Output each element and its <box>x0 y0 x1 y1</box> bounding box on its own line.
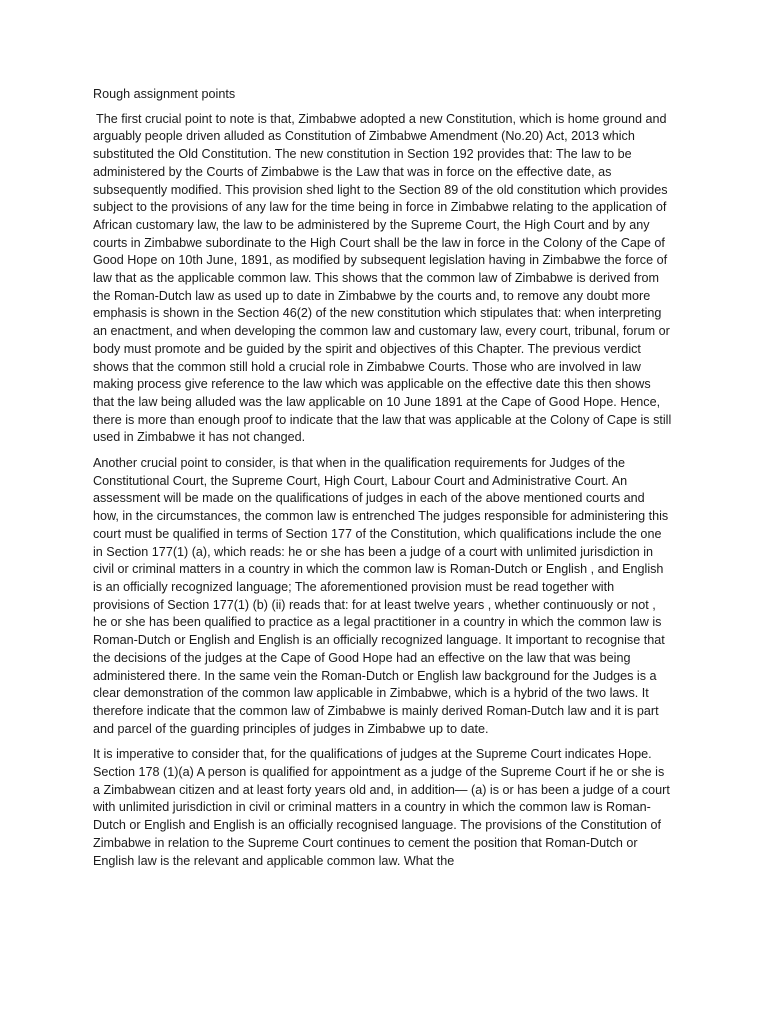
paragraph-supreme-court: It is imperative to consider that, for the qualifications of judges at the Supreme Court indicates Hope. Section 178 (1)(a) A person is qualified for appointment as a judge of the Supreme Court if he or she is a Zimbabwean citizen and at least forty years old and, in addition— (a) is or has been a judge of a court with unlimited jurisdiction in civil or criminal matters in a country in which the common law is Roman-Dutch or English and English is an officially recognised language. The provisions of the Constitution of Zimbabwe in relation to the Supreme Court continues to cement the position that Roman-Dutch or English law is the relevant and applicable common law. What the <box>93 747 670 868</box>
paragraph-constitution: The first crucial point to note is that, Zimbabwe adopted a new Constitution, which is home ground and arguably people driven alluded as Constitution of Zimbabwe Amendment (No.20) Act, 2013 which substituted the Old Constitution. The new constitution in Section 192 provides that: The law to be administered by the Courts of Zimbabwe is the Law that was in force on the effective date, as subsequently modified. This provision shed light to the Section 89 of the old constitution which provides subject to the provisions of any law for the time being in force in Zimbabwe relating to the application of African customary law, the law to be administered by the Supreme Court, the High Court and by any courts in Zimbabwe subordinate to the High Court shall be the law in force in the Colony of the Cape of Good Hope on 10th June, 1891, as modified by subsequent legislation having in Zimbabwe the force of law that as the applicable common law. This shows that the common law of Zimbabwe is derived from the Roman-Dutch law as used up to date in Zimbabwe by the courts and, to remove any doubt more emphasis is shown in the Section 46(2) of the new constitution which stipulates that: when interpreting an enactment, and when developing the common law and customary law, every court, tribunal, forum or body must promote and be guided by the spirit and objectives of this Chapter. The previous verdict shows that the common still hold a crucial role in Zimbabwe Courts. Those who are involved in law making process give reference to the law which was applicable on the effective date this then shows that the law being alluded was the law applicable on 10 June 1891 at the Cape of Good Hope. Hence, there is more than enough proof to indicate that the law that was applicable at the Colony of Cape is still used in Zimbabwe it has not changed. <box>93 111 672 445</box>
document-page <box>93 86 673 878</box>
document-title: Rough assignment points <box>93 87 236 101</box>
paragraph-judges-qualifications: Another crucial point to consider, is that when in the qualification requirements for Judges of the Constitutional Court, the Supreme Court, High Court, Labour Court and Administrative Court. An assessment will be made on the qualifications of judges in each of the above mentioned courts and how, in the circumstances, the common law is entrenched The judges responsible for administering this court must be qualified in terms of Section 177 of the Constitution, which qualifications include the one in Section 177(1) (a), which reads: he or she has been a judge of a court with unlimited jurisdiction in civil or criminal matters in a country in which the common law is Roman-Dutch or English , and English is an officially recognized language; The aforementioned provision must be read together with provisions of Section 177(1) (b) (ii) reads that: for at least twelve years , whether continuously or not , he or she has been qualified to practice as a legal practitioner in a country in which the common law is Roman-Dutch or English and English is an officially recognized language. It important to recognise that the decisions of the judges at the Cape of Good Hope had an effective on the law that was being administered there. In the same vein the Roman-Dutch or English law background for the Judges is a clear demonstration of the common law applicable in Zimbabwe, which is a hybrid of the two laws. It therefore indicate that the common law of Zimbabwe is mainly derived Roman-Dutch law and it is part and parcel of the guarding principles of judges in Zimbabwe up to date. <box>93 456 669 736</box>
